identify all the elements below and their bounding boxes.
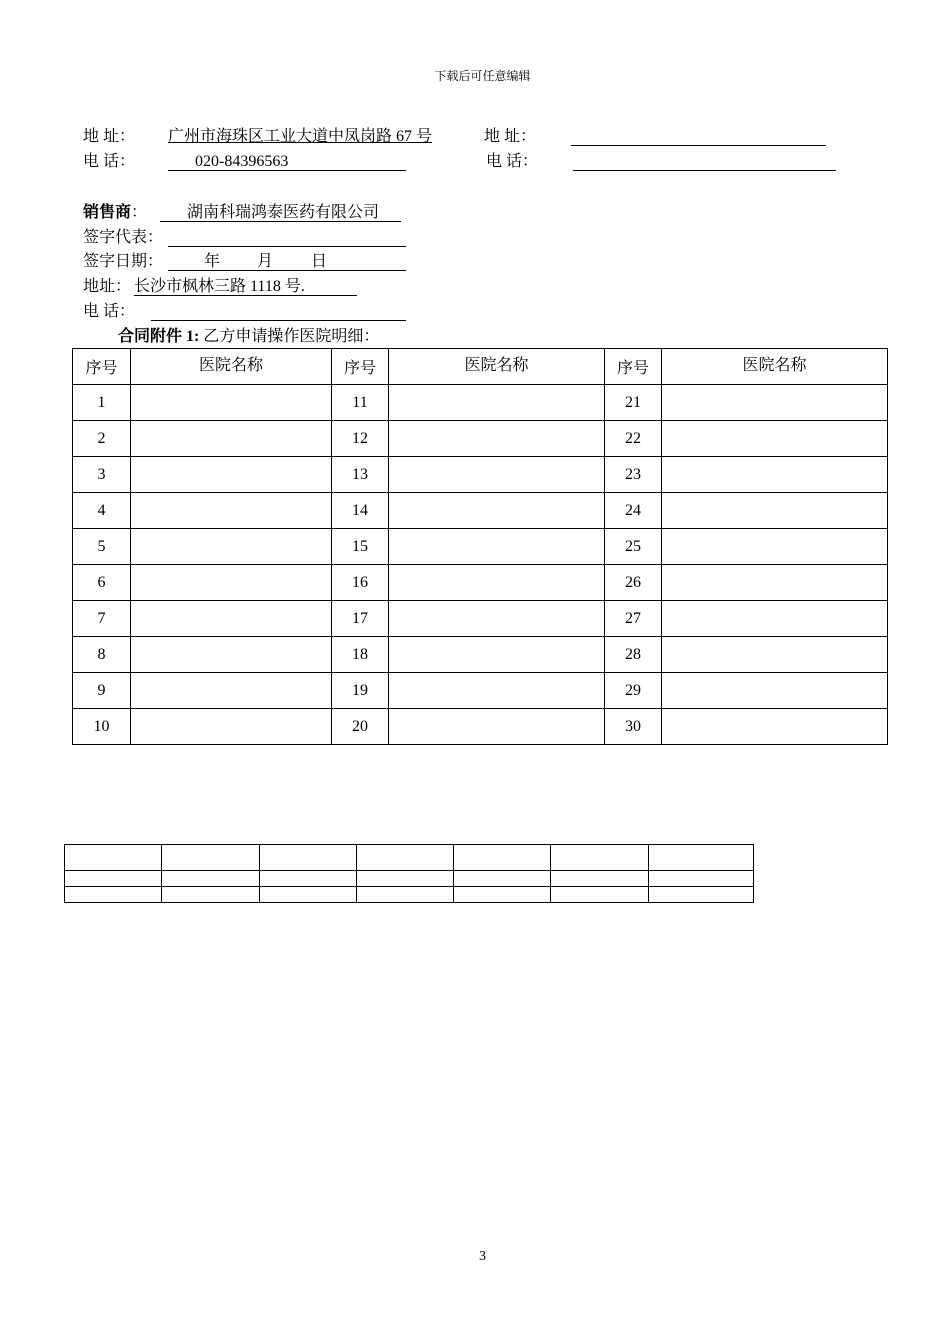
row-number-cell: 1 xyxy=(73,385,131,421)
appendix-title-bold: 合同附件 1: xyxy=(118,328,200,345)
hospital-name-cell[interactable] xyxy=(662,637,888,673)
row-number-cell: 20 xyxy=(332,709,389,745)
table-row xyxy=(65,845,754,871)
row-number-cell: 13 xyxy=(332,457,389,493)
blank-cell[interactable] xyxy=(162,871,259,887)
blank-cell[interactable] xyxy=(551,887,648,903)
sign-rep-field[interactable] xyxy=(168,228,406,247)
row-number-cell: 21 xyxy=(605,385,662,421)
hospital-name-cell[interactable] xyxy=(389,565,605,601)
hospital-table-body xyxy=(73,349,888,745)
row-number-cell: 28 xyxy=(605,637,662,673)
party-b-address-field[interactable] xyxy=(571,127,826,146)
sign-date-label: 签字日期： xyxy=(83,253,164,270)
blank-cell[interactable] xyxy=(356,845,453,871)
seller-phone-label: 电 话： xyxy=(83,303,136,320)
row-number-cell: 17 xyxy=(332,601,389,637)
hospital-name-cell[interactable] xyxy=(131,637,332,673)
blank-cell[interactable] xyxy=(648,887,753,903)
hospital-name-cell[interactable] xyxy=(131,529,332,565)
blank-cell[interactable] xyxy=(65,887,162,903)
date-year: 年 xyxy=(204,253,221,270)
blank-cell[interactable] xyxy=(454,871,551,887)
hospital-name-cell[interactable] xyxy=(131,601,332,637)
row-number-cell: 27 xyxy=(605,601,662,637)
table-row xyxy=(65,887,754,903)
blank-cell[interactable] xyxy=(356,871,453,887)
seller-address-value: 长沙市枫林三路 1118 号. xyxy=(134,278,305,295)
seller-phone-field[interactable] xyxy=(151,302,406,321)
row-number-cell: 16 xyxy=(332,565,389,601)
row-number-cell: 18 xyxy=(332,637,389,673)
blank-cell[interactable] xyxy=(259,887,356,903)
blank-cell[interactable] xyxy=(259,845,356,871)
row-number-cell: 22 xyxy=(605,421,662,457)
hospital-table-header-row xyxy=(73,349,888,385)
table-row xyxy=(73,565,888,601)
hospital-name-cell[interactable] xyxy=(389,709,605,745)
row-number-cell: 14 xyxy=(332,493,389,529)
seller-label: 销售商 xyxy=(83,204,132,221)
hospital-name-cell[interactable] xyxy=(389,493,605,529)
hospital-name-cell[interactable] xyxy=(662,601,888,637)
hospital-name-cell[interactable] xyxy=(389,385,605,421)
table-row xyxy=(73,601,888,637)
party-a-phone-value: 020-84396563 xyxy=(195,153,289,170)
seller-label-line xyxy=(83,203,147,223)
hospital-name-cell[interactable] xyxy=(389,601,605,637)
blank-cell[interactable] xyxy=(65,871,162,887)
col-header-no: 序号 xyxy=(332,349,389,385)
row-number-cell: 5 xyxy=(73,529,131,565)
blank-cell[interactable] xyxy=(162,887,259,903)
seller-name-field xyxy=(160,203,401,222)
table-row xyxy=(73,385,888,421)
row-number-cell: 9 xyxy=(73,673,131,709)
row-number-cell: 19 xyxy=(332,673,389,709)
table-row xyxy=(73,421,888,457)
blank-cell[interactable] xyxy=(259,871,356,887)
blank-cell[interactable] xyxy=(454,845,551,871)
col-header-no: 序号 xyxy=(73,349,131,385)
sign-rep-label: 签字代表： xyxy=(83,229,164,246)
row-number-cell: 24 xyxy=(605,493,662,529)
blank-table-body xyxy=(65,845,754,903)
row-number-cell: 23 xyxy=(605,457,662,493)
hospital-name-cell[interactable] xyxy=(389,637,605,673)
hospital-name-cell[interactable] xyxy=(662,457,888,493)
row-number-cell: 7 xyxy=(73,601,131,637)
row-number-cell: 15 xyxy=(332,529,389,565)
appendix-title-rest: 乙方申请操作医院明细： xyxy=(199,328,380,345)
row-number-cell: 2 xyxy=(73,421,131,457)
header-note: 下载后可任意编辑 xyxy=(434,69,531,83)
row-number-cell: 4 xyxy=(73,493,131,529)
blank-cell[interactable] xyxy=(454,887,551,903)
hospital-name-cell[interactable] xyxy=(662,565,888,601)
table-row xyxy=(73,457,888,493)
hospital-name-cell[interactable] xyxy=(131,457,332,493)
table-row xyxy=(73,493,888,529)
hospital-name-cell[interactable] xyxy=(662,385,888,421)
date-day: 日 xyxy=(311,253,328,270)
party-a-address-value: 广州市海珠区工业大道中凤岗路 67 号 xyxy=(168,128,433,145)
col-header-name: 医院名称 xyxy=(131,349,332,385)
party-a-address-label: 地 址： xyxy=(83,128,136,145)
hospital-name-cell[interactable] xyxy=(131,709,332,745)
hospital-name-cell[interactable] xyxy=(662,493,888,529)
blank-cell[interactable] xyxy=(551,845,648,871)
row-number-cell: 29 xyxy=(605,673,662,709)
hospital-name-cell[interactable] xyxy=(662,673,888,709)
table-row xyxy=(73,709,888,745)
blank-cell[interactable] xyxy=(648,845,753,871)
row-number-cell: 8 xyxy=(73,637,131,673)
seller-address-field xyxy=(134,277,357,296)
table-row xyxy=(65,871,754,887)
col-header-name: 医院名称 xyxy=(389,349,605,385)
row-number-cell: 10 xyxy=(73,709,131,745)
hospital-table xyxy=(72,348,888,745)
party-b-phone-label: 电 话： xyxy=(486,153,539,170)
party-b-phone-field[interactable] xyxy=(573,152,836,171)
hospital-name-cell[interactable] xyxy=(389,529,605,565)
hospital-name-cell[interactable] xyxy=(131,673,332,709)
table-row xyxy=(73,529,888,565)
blank-cell[interactable] xyxy=(162,845,259,871)
table-row xyxy=(73,637,888,673)
blank-cell[interactable] xyxy=(356,887,453,903)
party-b-address-label: 地 址： xyxy=(484,128,537,145)
hospital-name-cell[interactable] xyxy=(662,529,888,565)
hospital-name-cell[interactable] xyxy=(131,385,332,421)
hospital-name-cell[interactable] xyxy=(131,565,332,601)
hospital-name-cell[interactable] xyxy=(131,493,332,529)
row-number-cell: 30 xyxy=(605,709,662,745)
appendix-title xyxy=(118,327,379,347)
row-number-cell: 3 xyxy=(73,457,131,493)
hospital-name-cell[interactable] xyxy=(662,709,888,745)
row-number-cell: 25 xyxy=(605,529,662,565)
hospital-name-cell[interactable] xyxy=(389,457,605,493)
row-number-cell: 12 xyxy=(332,421,389,457)
col-header-name: 医院名称 xyxy=(662,349,888,385)
seller-colon: ： xyxy=(131,204,148,221)
hospital-name-cell[interactable] xyxy=(662,421,888,457)
blank-cell[interactable] xyxy=(648,871,753,887)
col-header-no: 序号 xyxy=(605,349,662,385)
hospital-name-cell[interactable] xyxy=(389,673,605,709)
table-row xyxy=(73,673,888,709)
row-number-cell: 11 xyxy=(332,385,389,421)
row-number-cell: 26 xyxy=(605,565,662,601)
seller-address-label: 地址： xyxy=(83,278,132,295)
blank-cell[interactable] xyxy=(65,845,162,871)
row-number-cell: 6 xyxy=(73,565,131,601)
sign-date-field[interactable] xyxy=(168,252,406,271)
blank-table xyxy=(64,844,754,903)
date-month: 月 xyxy=(257,253,274,270)
seller-name-value: 湖南科瑞鸿泰医药有限公司 xyxy=(187,204,380,221)
party-a-phone-label: 电 话： xyxy=(83,153,136,170)
party-a-phone-field xyxy=(168,152,406,171)
hospital-name-cell[interactable] xyxy=(131,421,332,457)
blank-cell[interactable] xyxy=(551,871,648,887)
page-number: 3 xyxy=(479,1249,486,1264)
hospital-name-cell[interactable] xyxy=(389,421,605,457)
